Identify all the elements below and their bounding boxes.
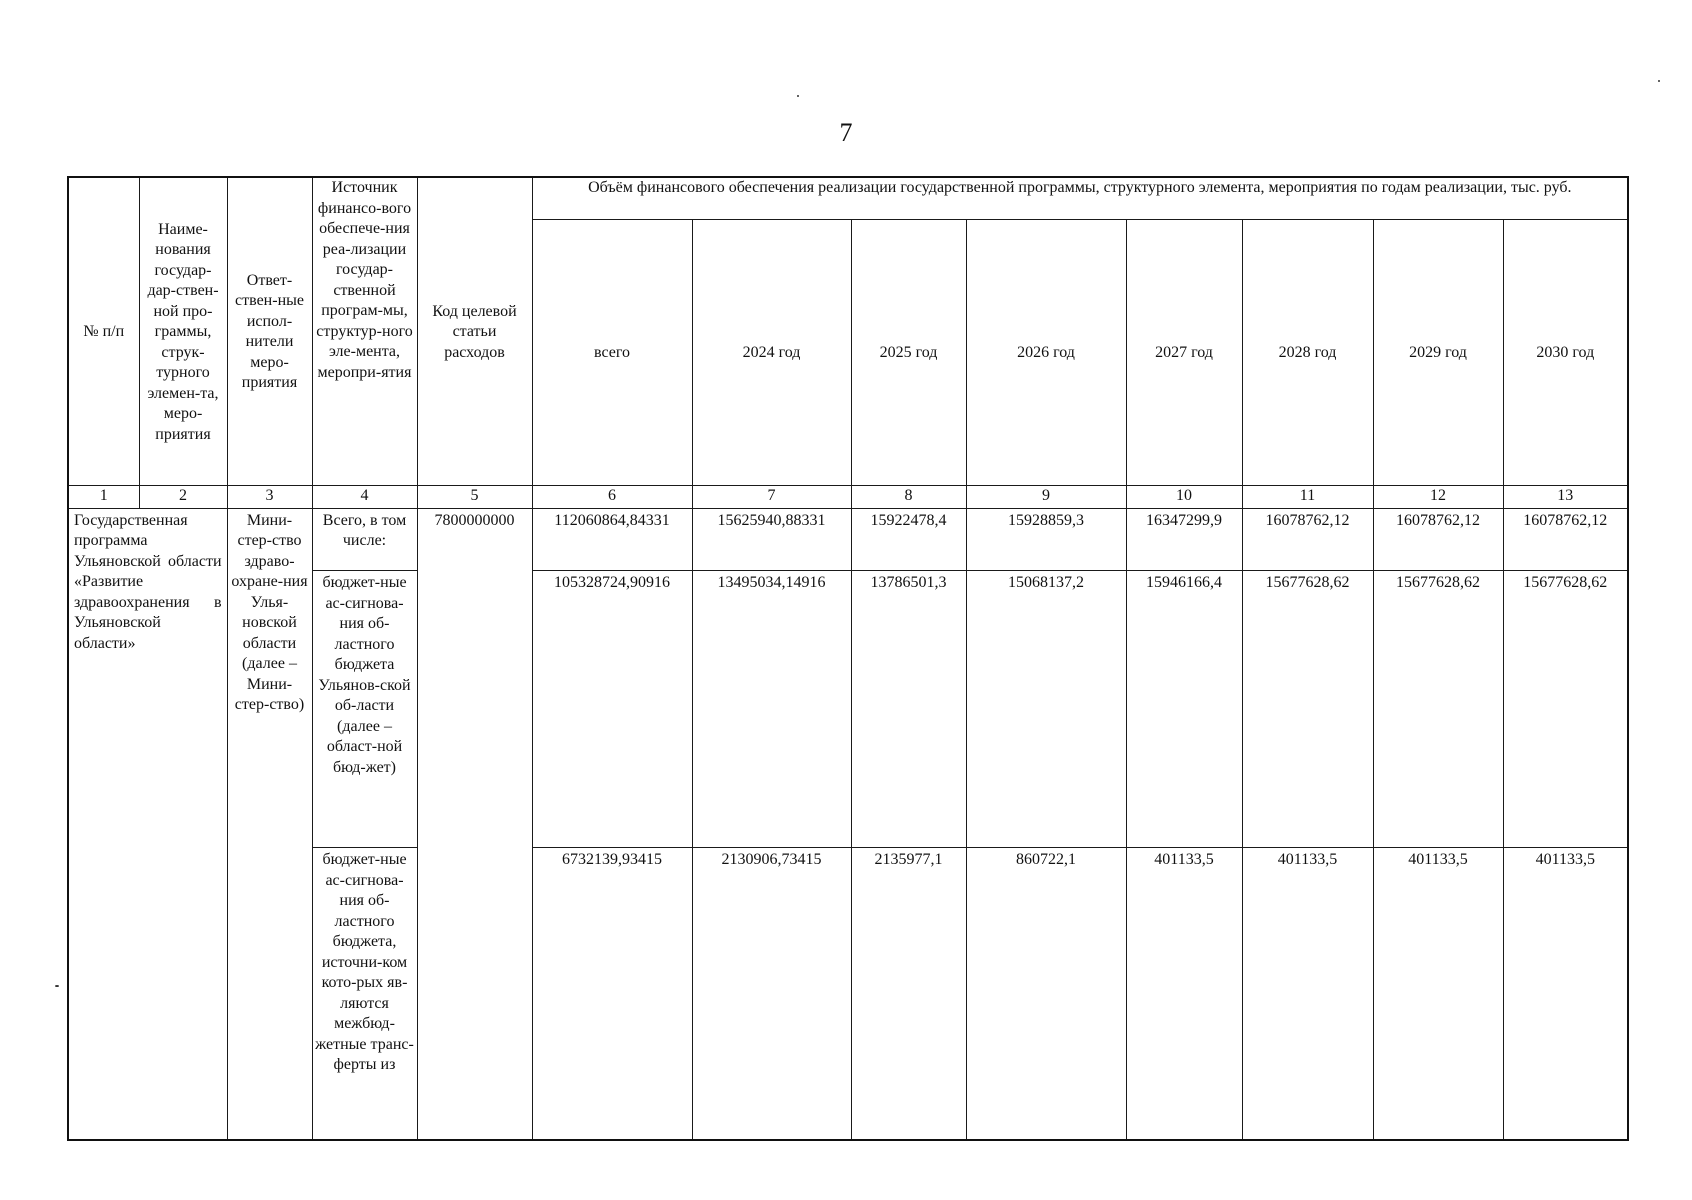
header-year-2025: 2025 год	[851, 219, 966, 485]
column-number-row	[68, 485, 1628, 508]
column-number: 9	[966, 485, 1126, 508]
header-year-total: всего	[532, 219, 692, 485]
target-code: 7800000000	[417, 508, 532, 1140]
header-year-2027: 2027 год	[1126, 219, 1242, 485]
header-year-2026: 2026 год	[966, 219, 1126, 485]
header-source: Источник финансо-вого обеспече-ния реа-лизации государ-ственной програм-мы, структур-ного эле-мента, меропри-ятия	[312, 177, 417, 485]
value-total: 112060864,84331	[532, 508, 692, 570]
value-2026: 15928859,3	[966, 508, 1126, 570]
value-2024: 15625940,88331	[692, 508, 851, 570]
value-2025: 15922478,4	[851, 508, 966, 570]
column-number: 2	[139, 485, 227, 508]
value-2027: 16347299,9	[1126, 508, 1242, 570]
value-2028: 401133,5	[1242, 848, 1373, 1140]
column-number: 10	[1126, 485, 1242, 508]
page-number: 7	[839, 118, 853, 147]
column-number: 4	[312, 485, 417, 508]
header-name: Наиме-нования государ-дар-ствен-ной про-граммы, струк-турного элемен-та, меро-приятия	[139, 177, 227, 485]
scan-speck	[55, 985, 59, 987]
header-year-2029: 2029 год	[1373, 219, 1503, 485]
value-2029: 16078762,12	[1373, 508, 1503, 570]
scan-speck	[797, 95, 799, 97]
column-number: 7	[692, 485, 851, 508]
column-number: 1	[68, 485, 139, 508]
header-executors: Ответ-ствен-ные испол-нители меро-приятия	[227, 177, 312, 485]
funding-source: бюджет-ные ас-сигнова-ния об-ластного бюджета, источни-ком кото-рых яв-ляются межбюд-жетные транс-ферты из	[312, 848, 417, 1140]
header-year-2030: 2030 год	[1503, 219, 1628, 485]
header-code: Код целевой статьи расходов	[417, 177, 532, 485]
header-volume: Объём финансового обеспечения реализации государственной программы, структурного элемента, мероприятия по годам реализации, тыс. руб.	[532, 177, 1628, 219]
header-year-2028: 2028 год	[1242, 219, 1373, 485]
value-2026: 860722,1	[966, 848, 1126, 1140]
column-number: 3	[227, 485, 312, 508]
value-2029: 15677628,62	[1373, 571, 1503, 848]
value-2028: 16078762,12	[1242, 508, 1373, 570]
column-number: 6	[532, 485, 692, 508]
table-row-total	[68, 508, 1628, 570]
funding-source: Всего, в том числе:	[312, 508, 417, 570]
value-2024: 13495034,14916	[692, 571, 851, 848]
header-no: № п/п	[68, 177, 139, 485]
funding-source: бюджет-ные ас-сигнова-ния об-ластного бюджета Ульянов-ской об-ласти (далее – област-ной бюд-жет)	[312, 571, 417, 848]
column-number: 13	[1503, 485, 1628, 508]
value-2029: 401133,5	[1373, 848, 1503, 1140]
column-number: 8	[851, 485, 966, 508]
column-number: 5	[417, 485, 532, 508]
value-2027: 401133,5	[1126, 848, 1242, 1140]
value-2025: 2135977,1	[851, 848, 966, 1140]
value-2025: 13786501,3	[851, 571, 966, 848]
value-2024: 2130906,73415	[692, 848, 851, 1140]
value-2030: 15677628,62	[1503, 571, 1628, 848]
scan-speck	[1658, 80, 1660, 82]
value-2030: 401133,5	[1503, 848, 1628, 1140]
value-total: 105328724,90916	[532, 571, 692, 848]
value-2026: 15068137,2	[966, 571, 1126, 848]
program-name: Государственная программа Ульяновской области «Развитие здравоохранения в Ульяновской области»	[68, 508, 227, 1140]
column-number: 12	[1373, 485, 1503, 508]
value-2028: 15677628,62	[1242, 571, 1373, 848]
value-2030: 16078762,12	[1503, 508, 1628, 570]
header-year-2024: 2024 год	[692, 219, 851, 485]
column-number: 11	[1242, 485, 1373, 508]
value-total: 6732139,93415	[532, 848, 692, 1140]
budget-table	[67, 176, 1629, 1141]
value-2027: 15946166,4	[1126, 571, 1242, 848]
header-row-1	[68, 177, 1628, 219]
program-executor: Мини-стер-ство здраво-охране-ния Улья-новской области (далее – Мини-стер-ство)	[227, 508, 312, 1140]
